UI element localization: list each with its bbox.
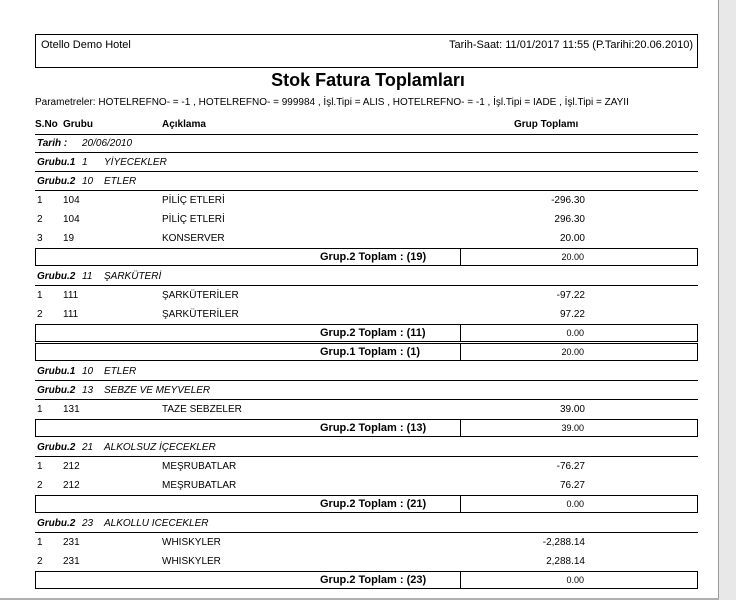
group-total-value: 0.00 bbox=[566, 499, 584, 509]
row-aciklama: MEŞRUBATLAR bbox=[162, 480, 237, 491]
group-code: 10 bbox=[82, 366, 94, 377]
row-grubu: 111 bbox=[63, 290, 79, 301]
row-aciklama: ŞARKÜTERİLER bbox=[162, 309, 239, 320]
row-aciklama: WHISKYLER bbox=[162, 537, 221, 548]
row-value: -296.30 bbox=[551, 195, 585, 206]
group-total-label: Grup.2 Toplam : (23) bbox=[320, 574, 427, 586]
group-name: ETLER bbox=[104, 176, 137, 187]
group-total-value: 20.00 bbox=[561, 252, 584, 262]
group-total-label: Grup.1 Toplam : (1) bbox=[320, 346, 421, 358]
group-total bbox=[35, 343, 698, 361]
group-name: SEBZE VE MEYVELER bbox=[104, 385, 211, 396]
row-value: 296.30 bbox=[554, 214, 585, 225]
row-sno: 1 bbox=[37, 537, 43, 548]
column-header-grup-toplami: Grup Toplamı bbox=[514, 119, 579, 130]
row-sno: 1 bbox=[37, 195, 43, 206]
total-separator bbox=[460, 420, 461, 436]
group-total bbox=[35, 419, 698, 437]
group-label: Grubu.2 bbox=[37, 176, 76, 187]
row-value: -97.22 bbox=[556, 290, 585, 301]
total-separator bbox=[460, 325, 461, 341]
row-sno: 3 bbox=[37, 233, 43, 244]
divider bbox=[35, 152, 698, 153]
row-value: 20.00 bbox=[559, 233, 585, 244]
header-divider bbox=[35, 134, 698, 135]
group-total bbox=[35, 571, 698, 589]
group-code: 1 bbox=[82, 157, 88, 168]
row-aciklama: MEŞRUBATLAR bbox=[162, 461, 237, 472]
row-grubu: 104 bbox=[63, 214, 80, 225]
column-header-grubu: Grubu bbox=[63, 119, 93, 130]
hotel-name: Otello Demo Hotel bbox=[41, 39, 131, 51]
divider bbox=[35, 285, 698, 286]
group-label: Grubu.2 bbox=[37, 385, 76, 396]
report-parameters: Parametreler: HOTELREFNO- = -1 , HOTELREFNO- = 999984 , İşl.Tipi = ALIS , HOTELREFNO- = -1 , İşl.Tipi = IADE , İşl.Tipi = ZAYII bbox=[35, 97, 629, 108]
row-value: 76.27 bbox=[559, 480, 585, 491]
group-total-value: 20.00 bbox=[561, 347, 584, 357]
row-sno: 2 bbox=[37, 480, 43, 491]
column-header-sno: S.No bbox=[35, 119, 58, 130]
group-label: Grubu.2 bbox=[37, 518, 76, 529]
row-grubu: 231 bbox=[63, 556, 80, 567]
divider bbox=[35, 190, 698, 191]
row-aciklama: TAZE SEBZELER bbox=[162, 404, 242, 415]
group-total bbox=[35, 324, 698, 342]
row-grubu: 19 bbox=[63, 233, 75, 244]
total-separator bbox=[460, 496, 461, 512]
row-grubu: 212 bbox=[63, 461, 80, 472]
total-separator bbox=[460, 572, 461, 588]
report-title: Stok Fatura Toplamları bbox=[271, 70, 465, 90]
page-shadow bbox=[719, 0, 736, 600]
group-total-label: Grup.2 Toplam : (13) bbox=[320, 422, 427, 434]
row-aciklama: WHISKYLER bbox=[162, 556, 221, 567]
row-grubu: 212 bbox=[63, 480, 80, 491]
group-code: 23 bbox=[82, 518, 94, 529]
group-code: 10 bbox=[82, 176, 94, 187]
date-value: 20/06/2010 bbox=[82, 138, 133, 149]
row-sno: 2 bbox=[37, 309, 43, 320]
row-sno: 1 bbox=[37, 290, 43, 301]
group-total-value: 39.00 bbox=[561, 423, 584, 433]
row-value: 97.22 bbox=[559, 309, 585, 320]
row-value: -2,288.14 bbox=[542, 537, 585, 548]
report-header-box bbox=[35, 34, 698, 68]
total-separator bbox=[460, 344, 461, 360]
group-label: Grubu.2 bbox=[37, 271, 76, 282]
date-label: Tarih : bbox=[37, 138, 68, 149]
row-grubu: 111 bbox=[63, 309, 79, 320]
group-label: Grubu.1 bbox=[37, 366, 76, 377]
row-value: 2,288.14 bbox=[546, 556, 585, 567]
report-datetime: Tarih-Saat: 11/01/2017 11:55 (P.Tarihi:20.06.2010) bbox=[448, 39, 693, 51]
group-code: 11 bbox=[82, 271, 93, 282]
divider bbox=[35, 532, 698, 533]
group-name: ETLER bbox=[104, 366, 137, 377]
group-name: YİYECEKLER bbox=[104, 157, 167, 168]
group-name: ŞARKÜTERİ bbox=[104, 271, 162, 282]
group-total bbox=[35, 495, 698, 513]
group-total-label: Grup.2 Toplam : (21) bbox=[320, 498, 427, 510]
group-name: ALKOLLU ICECEKLER bbox=[104, 518, 209, 529]
group-total-value: 0.00 bbox=[566, 328, 584, 338]
row-aciklama: KONSERVER bbox=[162, 233, 225, 244]
row-grubu: 131 bbox=[63, 404, 80, 415]
group-label: Grubu.2 bbox=[37, 442, 76, 453]
row-grubu: 231 bbox=[63, 537, 80, 548]
group-total-value: 0.00 bbox=[566, 575, 584, 585]
row-aciklama: PİLİÇ ETLERİ bbox=[162, 214, 225, 225]
divider bbox=[35, 380, 698, 381]
group-total-label: Grup.2 Toplam : (19) bbox=[320, 251, 427, 263]
group-code: 13 bbox=[82, 385, 94, 396]
row-sno: 1 bbox=[37, 404, 43, 415]
group-total-label: Grup.2 Toplam : (11) bbox=[320, 327, 426, 339]
row-sno: 2 bbox=[37, 556, 43, 567]
row-grubu: 104 bbox=[63, 195, 80, 206]
row-sno: 1 bbox=[37, 461, 43, 472]
group-total bbox=[35, 248, 698, 266]
group-name: ALKOLSUZ İÇECEKLER bbox=[104, 442, 216, 453]
row-sno: 2 bbox=[37, 214, 43, 225]
divider bbox=[35, 456, 698, 457]
total-separator bbox=[460, 249, 461, 265]
row-aciklama: ŞARKÜTERİLER bbox=[162, 290, 239, 301]
divider bbox=[35, 399, 698, 400]
group-label: Grubu.1 bbox=[37, 157, 76, 168]
row-value: -76.27 bbox=[556, 461, 585, 472]
row-aciklama: PİLİÇ ETLERİ bbox=[162, 195, 225, 206]
divider bbox=[35, 171, 698, 172]
group-code: 21 bbox=[82, 442, 94, 453]
row-value: 39.00 bbox=[559, 404, 585, 415]
column-header-aciklama: Açıklama bbox=[162, 119, 206, 130]
page-edge bbox=[718, 0, 719, 600]
